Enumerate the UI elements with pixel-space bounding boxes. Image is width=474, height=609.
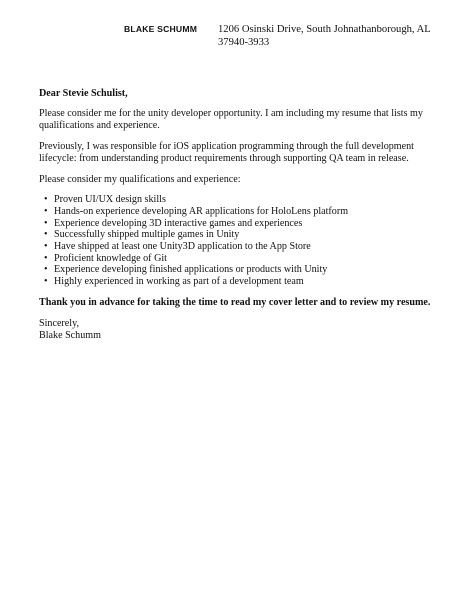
thanks-paragraph: Thank you in advance for taking the time to read my cover letter and to review my resume. [39, 296, 431, 308]
paragraph-qualifications-lead: Please consider my qualifications and experience: [39, 173, 241, 185]
skill-text: Experience developing 3D interactive games and experiences [54, 217, 303, 229]
skill-text: Hands-on experience developing AR applications for HoloLens platform [54, 205, 349, 217]
greeting: Dear Stevie Schulist, [39, 88, 128, 99]
sender-address-line2: 37940-3933 [218, 36, 270, 48]
bullet-icon: • [44, 241, 48, 253]
sender-name: BLAKE SCHUMM [124, 24, 198, 34]
sender-address-line1: 1206 Osinski Drive, South Johnathanborough, AL [218, 23, 431, 35]
list-item [39, 241, 437, 253]
closing: Sincerely, [39, 317, 79, 329]
bullet-icon: • [44, 194, 48, 206]
bullet-icon: • [44, 217, 48, 229]
list-item [39, 218, 437, 230]
list-item [39, 264, 437, 276]
skill-text: Proficient knowledge of Git [54, 252, 167, 264]
list-item [39, 206, 437, 218]
bullet-icon: • [44, 205, 48, 217]
list-item [39, 253, 437, 265]
skill-text: Successfully shipped multiple games in Unity [54, 229, 240, 241]
paragraph-intro: Please consider me for the unity developer opportunity. I am including my resume that lists my qualifications and experience. [39, 107, 423, 132]
skills-list [39, 194, 437, 288]
list-item [39, 194, 437, 206]
signoff [39, 318, 437, 343]
list-item [39, 276, 437, 288]
skill-text: Proven UI/UX design skills [54, 194, 166, 206]
letter-body [39, 88, 437, 342]
bullet-icon: • [44, 229, 48, 241]
bullet-icon: • [44, 264, 48, 276]
bullet-icon: • [44, 252, 48, 264]
skill-text: Have shipped at least one Unity3D application to the App Store [54, 241, 311, 253]
list-item [39, 229, 437, 241]
skill-text: Experience developing finished applications or products with Unity [54, 264, 328, 276]
signature-name: Blake Schumm [39, 330, 101, 342]
bullet-icon: • [44, 276, 48, 288]
skill-text: Highly experienced in working as part of a development team [54, 276, 304, 288]
sender-address [218, 23, 438, 49]
paragraph-previous-role: Previously, I was responsible for iOS application programming through the full development lifecycle: from understanding product requirements through supporting QA team in release. [39, 140, 414, 165]
